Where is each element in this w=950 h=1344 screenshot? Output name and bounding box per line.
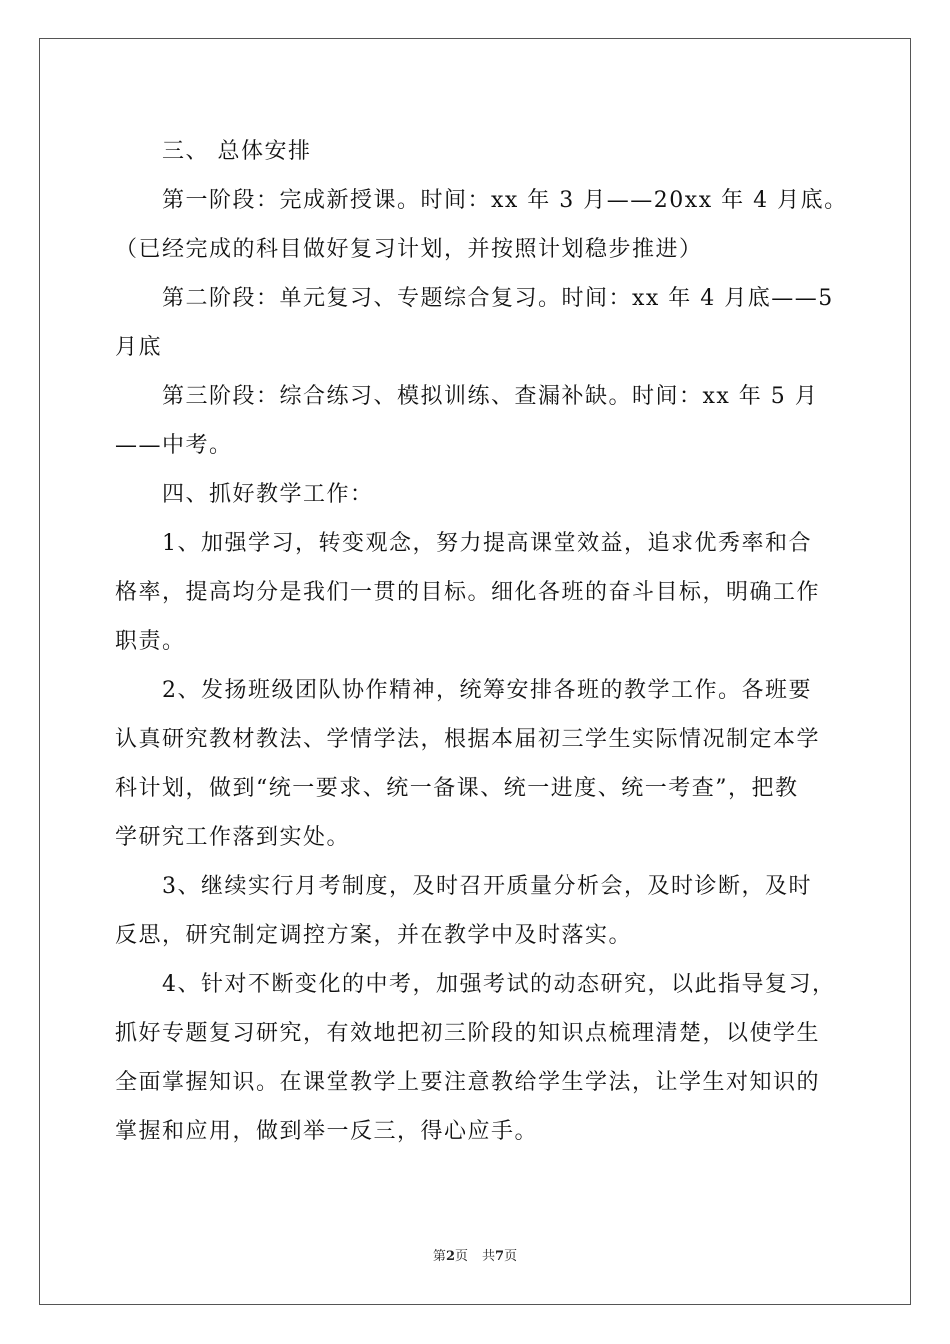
page-prefix: 第 [432, 1249, 446, 1264]
total-prefix: 共 [482, 1249, 496, 1264]
paragraph-line: （已经完成的科目做好复习计划，并按照计划稳步推进） [115, 237, 703, 262]
paragraph-line: 1、加强学习，转变观念，努力提高课堂效益，追求优秀率和合 [162, 531, 812, 556]
paragraph-line: 全面掌握知识。在课堂教学上要注意教给学生学法，让学生对知识的 [115, 1070, 821, 1095]
paragraph-line: 反思，研究制定调控方案，并在教学中及时落实。 [115, 923, 633, 948]
paragraph-line: 4、针对不断变化的中考，加强考试的动态研究，以此指导复习， [162, 972, 836, 997]
total-pages: 7 [495, 1249, 505, 1264]
page-suffix: 页 [454, 1249, 468, 1264]
paragraph-line: 2、发扬班级团队协作精神，统筹安排各班的教学工作。各班要 [162, 678, 812, 703]
paragraph-line: 3、继续实行月考制度，及时召开质量分析会，及时诊断，及时 [162, 874, 812, 899]
paragraph-line: 第一阶段：完成新授课。时间：xx 年 3 月——20xx 年 4 月底。 [162, 188, 848, 213]
paragraph-line: 第二阶段：单元复习、专题综合复习。时间：xx 年 4 月底——5 [162, 286, 834, 311]
paragraph-line: 格率，提高均分是我们一贯的目标。细化各班的奋斗目标，明确工作 [115, 580, 821, 605]
paragraph-line: 抓好专题复习研究，有效地把初三阶段的知识点梳理清楚，以使学生 [115, 1021, 821, 1046]
total-suffix: 页 [504, 1249, 518, 1264]
paragraph-line: ——中考。 [115, 433, 233, 458]
paragraph-line: 认真研究教材教法、学情学法，根据本届初三学生实际情况制定本学 [115, 727, 821, 752]
page-number: 2 [445, 1249, 455, 1264]
paragraph-line: 掌握和应用，做到举一反三，得心应手。 [115, 1119, 539, 1144]
paragraph-line: 职责。 [115, 629, 186, 654]
document-body [115, 127, 848, 1156]
page-footer [0, 1245, 950, 1264]
paragraph-line: 学研究工作落到实处。 [115, 825, 351, 850]
paragraph-line: 科计划，做到“统一要求、统一备课、统一进度、统一考查”，把教 [115, 776, 799, 801]
section-heading-teaching-work: 四、抓好教学工作： [162, 482, 374, 507]
section-heading-overall-arrangement: 三、 总体安排 [162, 139, 312, 164]
paragraph-line: 第三阶段：综合练习、模拟训练、查漏补缺。时间：xx 年 5 月 [162, 384, 819, 409]
paragraph-line: 月底 [115, 335, 163, 360]
